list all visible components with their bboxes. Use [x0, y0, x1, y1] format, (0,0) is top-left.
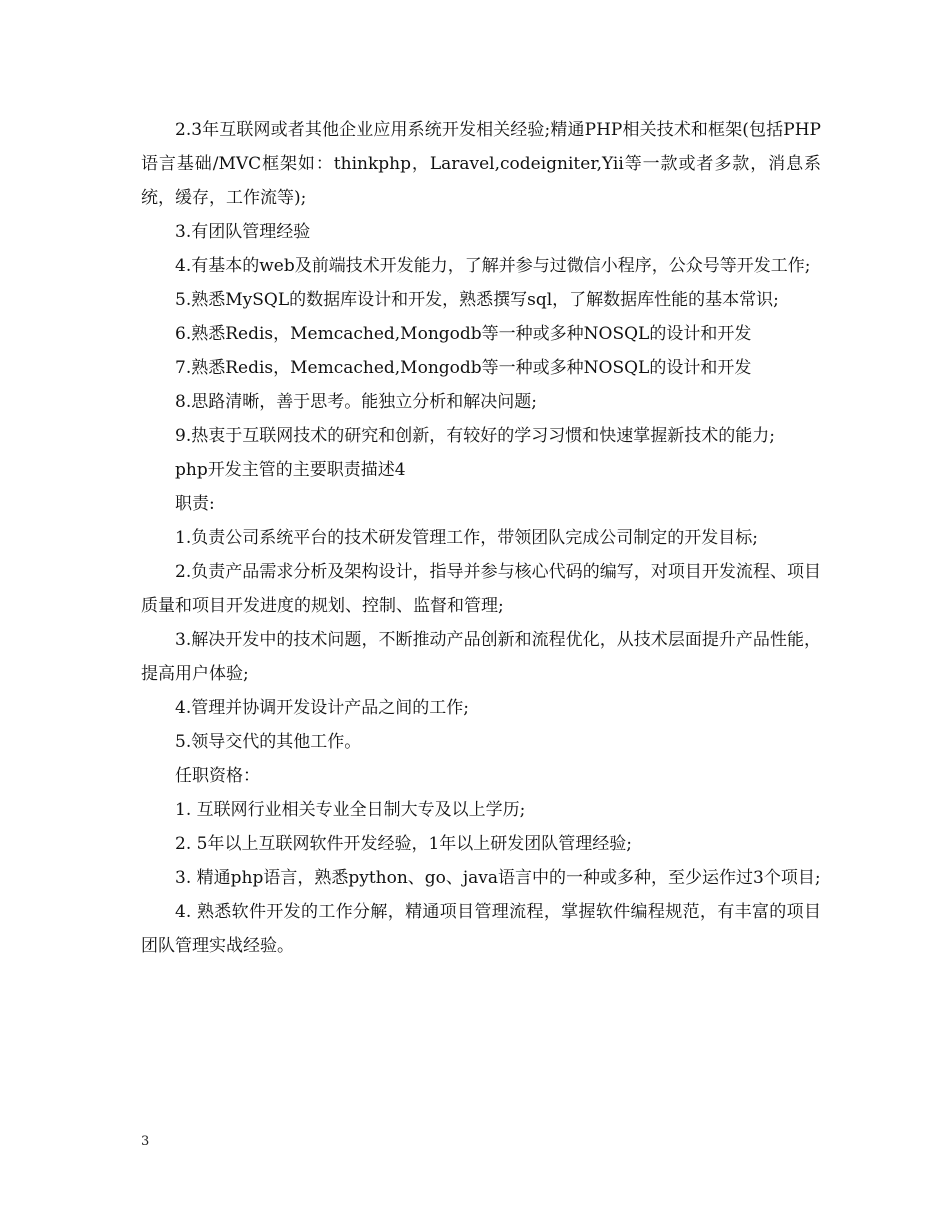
section-heading: php开发主管的主要职责描述4 [175, 460, 406, 480]
paragraph-duty-2: 2.负责产品需求分析及架构设计，指导并参与核心代码的编写，对项目开发流程、项目质量和项目开发进度的规划、控制、监督和管理; [141, 562, 821, 616]
responsibilities-label: 职责: [175, 494, 215, 514]
paragraph-requirement-3: 3.有团队管理经验 [175, 222, 311, 242]
paragraph-requirement-6: 6.熟悉Redis，Memcached,Mongodb等一种或多种NOSQL的设计和开发 [175, 324, 752, 344]
paragraph-duty-4: 4.管理并协调开发设计产品之间的工作; [175, 698, 469, 718]
page-number: 3 [141, 1134, 150, 1149]
paragraph-requirement-4: 4.有基本的web及前端技术开发能力，了解并参与过微信小程序，公众号等开发工作; [175, 256, 811, 276]
paragraph-requirement-5: 5.熟悉MySQL的数据库设计和开发，熟悉撰写sql，了解数据库性能的基本常识; [175, 290, 779, 310]
qualifications-label: 任职资格： [175, 766, 260, 786]
paragraph-requirement-9: 9.热衷于互联网技术的研究和创新，有较好的学习习惯和快速掌握新技术的能力; [175, 426, 775, 446]
paragraph-requirement-7: 7.熟悉Redis，Memcached,Mongodb等一种或多种NOSQL的设计和开发 [175, 358, 752, 378]
paragraph-duty-3: 3.解决开发中的技术问题，不断推动产品创新和流程优化，从技术层面提升产品性能，提高用户体验; [141, 630, 821, 684]
paragraph-qualification-3: 3. 精通php语言，熟悉python、go、java语言中的一种或多种，至少运作过3个项目; [175, 868, 821, 888]
document-body [141, 113, 821, 963]
paragraph-duty-1: 1.负责公司系统平台的技术研发管理工作，带领团队完成公司制定的开发目标; [175, 528, 758, 548]
paragraph-requirement-8: 8.思路清晰，善于思考。能独立分析和解决问题; [175, 392, 537, 412]
paragraph-duty-5: 5.领导交代的其他工作。 [175, 732, 362, 752]
paragraph-qualification-1: 1. 互联网行业相关专业全日制大专及以上学历; [175, 800, 526, 820]
paragraph-qualification-4: 4. 熟悉软件开发的工作分解，精通项目管理流程，掌握软件编程规范，有丰富的项目团队管理实战经验。 [141, 902, 821, 956]
paragraph-requirement-2: 2.3年互联网或者其他企业应用系统开发相关经验;精通PHP相关技术和框架(包括PHP语言基础/MVC框架如：thinkphp，Laravel,codeigniter,Yii等一款或者多款，消息系统，缓存，工作流等); [141, 120, 821, 208]
paragraph-qualification-2: 2. 5年以上互联网软件开发经验，1年以上研发团队管理经验; [175, 834, 632, 854]
